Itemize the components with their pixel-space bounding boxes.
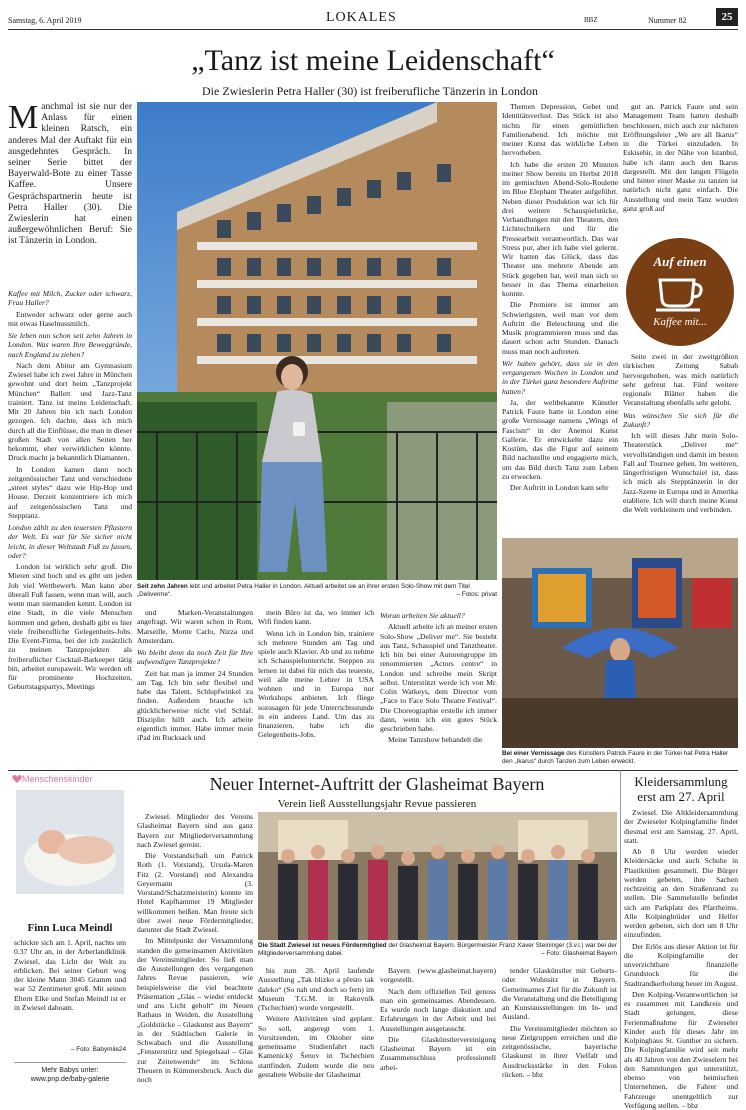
article-col-5	[623, 102, 738, 236]
paper-abbrev: BBZ	[584, 16, 598, 24]
glas-col-1	[137, 812, 253, 1090]
glas-col-3	[380, 966, 496, 1090]
baby-photo-art	[16, 790, 124, 894]
gallery-caption	[502, 750, 738, 768]
header-date: Samstag, 6. April 2019	[8, 16, 82, 25]
heart-icon	[12, 774, 22, 784]
baby-box	[8, 766, 132, 1090]
gallery-photo-art	[502, 538, 738, 748]
main-photo-caption	[137, 583, 497, 603]
text-paragraph: Nach dem Abitur am Gymnasium Zwiesel habe ich zwei Jahre in München gewohnt und dort beim „Tanzprojekt München“ Ballett und Jazz-Tanz trainiert. Tanz ist meine Leidenschaft. Mit 20 Jahren bin ich nach London gezogen. Ich dachte, dass ich mich durch all die Einflüsse, die man in dieser großen Stadt von allen Seiten her bekommt, eher verwirklichen könnte. Druck macht ja bekanntlich Diamanten.	[8, 360, 132, 463]
glas-caption-text: der Glasheimat Bayern. Bürgermeister Franz Xaver Steininger (3.v.l.) war bei der Mitgliederversammlung dabei.	[258, 942, 617, 957]
intro-paragraph	[8, 99, 132, 270]
baby-footer: Mehr Babys unter: www.pnp.de/baby-galerie	[30, 1067, 110, 1083]
text-paragraph: tender Glaskünstler mit Geburts- oder Wohnsitz in Bayern. Gemeinsames Ziel für die Zukunft ist die Veranstaltung und die Beteiligung an Kunstausstellungen im In- und Ausland.	[502, 966, 617, 1022]
main-subheadline: Die Zwieslerin Petra Haller (30) ist freiberufliche Tänzerin in London	[202, 84, 538, 98]
page-header	[8, 6, 738, 28]
article-col-4b	[380, 608, 497, 764]
text-paragraph: Ja, der weltbekannte Künstler Patrick Faure hatte in London eine große Vernissage namens „Wings of Fascism“ in der Anemoi Kunst Gallerie. Er entwickelte dazu ein Kostüm, das die Figur auf seinem Bild nachstellte und engagierte mich, um das Bild durch Tanz zum Leben zu erwecken.	[502, 397, 618, 481]
question-paragraph: Wir haben gehört, dass sie in den vergangenen Wochen in London und in der Türkei ganz besondere Auftritte hatten?	[502, 358, 618, 396]
text-paragraph: Im Mittelpunkt der Versammlung standen die gemeinsamen Aktivitäten der Vereinsmitglieder. So ließ man die Ausstellungen des vergangenen Jahres Revue passieren, wie beispielsweise die viel beachtete Präsentation „Glas – wieder entdeckt und ans Licht geholt“ im Neuen Rathaus in Weiden, die Ausstellung „Goldstücke – Glaskunst aus Bayern“ in der Städtischen Galerie in Schwabach und die Ausstellung „Fensterstürz und Spiegelsaal – Glas zur Zeitenwende“ im Schloss Theuern in Kümmersbruck. Auch die noch	[137, 936, 253, 1084]
glas-photo-caption	[258, 942, 617, 962]
text-paragraph: Der Auftritt in London kam sehr	[510, 483, 609, 492]
gallery-caption-text: des Künstlers Patrick Faure in der Türkei hat Petra Haller den „Ikarus“ durch Tanzen zum Leben erweckt.	[502, 750, 729, 765]
page-number: 25	[716, 8, 738, 26]
text-paragraph: Themen Depression, Gebet und Identitätsverlust. Das Stück ist also nichts für einen gemütlichen Familienabend. Ich möchte mit meiner Kunst das wirkliche Leben hervorheben.	[502, 102, 618, 158]
glas-photo-credit: – Foto: Glasheimat Bayern	[540, 950, 617, 957]
glas-col-4	[502, 966, 617, 1090]
text-paragraph: Die Glaskünstlervereinigung Glasheimat Bayern ist ein Zusammenschluss professionell arbei-	[380, 1034, 496, 1072]
issue-number: Nummer 82	[648, 16, 687, 25]
text-paragraph: In London kamen dann noch zeitgenössischer Tanz und verschiedene „street styles“ dazu wie Hip-Hop und House. Derzeit konzentriere ich mich auf zeitgenössischen Tanz und Stepptanz.	[8, 464, 132, 520]
question-paragraph: Wo bleibt denn da noch Zeit für Ihre aufwendigen Tanzprojekte?	[137, 648, 253, 667]
text-paragraph: gut an. Patrick Faure und sein Management Team hatten deshalb beschlossen, mich auch zur nächsten Eröffnungsfeier „We are all Ikarus“ in die Türkei einzuladen. In Eskisehir, in der Nähe von Istanbul, habe ich dann auch den Ikarus dargestellt. Mit den langen Flügeln und hinter einer Maske zu tanzen ist natürlich nicht ganz einfach. Die Ausstellung und mein Tanz wurden ganz groß auf	[623, 102, 738, 213]
text-paragraph: Zwiesel. Mitglieder des Vereins Glasheimat Bayern sind aus ganz Bayern zur Mitgliederversammlung nach Zwiesel gereist.	[137, 812, 253, 849]
baby-photo	[16, 790, 124, 894]
main-caption-bold: Seit zehn Jahren	[137, 583, 188, 590]
baby-rule	[14, 1062, 126, 1063]
article-col-4	[502, 102, 618, 532]
main-photo	[137, 102, 497, 580]
drop-cap: M	[8, 99, 39, 136]
text-paragraph: Ich habe die ersten 20 Minuten meiner Show bereits im Herbst 2018 im gemischten Abend-Solo-Roulette im Blue Elephant Theater aufgeführt. Neben dieser Produktion war ich für drei weitere Schauspielstücke, Verhandlungen mit den Theatern, den Lichttechnikern und für die Pressearbeit verantwortlich. Das war Stress pur, aber ich habe viel gelernt. Wir hatten das Glück, dass das Theater uns mehrere Abende am Stück gegeben hat, weil man sich so besser in das Thema einarbeiten konnte.	[502, 159, 618, 298]
question-paragraph: Was wünschen Sie sich für die Zukunft?	[623, 410, 738, 429]
coffee-badge	[626, 238, 734, 346]
badge-line-1: Auf einen	[653, 254, 707, 269]
baby-credit: – Foto: Babymile24	[70, 1046, 126, 1053]
text-paragraph: und Marken-Veranstaltungen angefragt. Wir waren schon in Rom, Marseille, Monte Carlo, Nizza und Amsterdam.	[137, 608, 253, 645]
gallery-caption-bold: Bei einer Vernissage	[502, 750, 565, 757]
text-paragraph: Ich will dieses Jahr mein Solo-Theaterstück „Deliver me“ vervollständigen und damit im besten Fall auf Tournee gehen. Im weiteren, längerfristigen Wunschziel ist, dass ich mich als Stepptänzerin in der Jazz-Szene in Europa und in Amerika etabliere. Ich will durch meine Kunst die Welt verkleinern und verbinden.	[623, 431, 738, 514]
gallery-photo	[502, 538, 738, 748]
text-paragraph: mein Büro ist da, wo immer ich Wifi finden kann.	[258, 608, 374, 627]
main-photo-credit: – Fotos: privat	[456, 591, 497, 598]
text-paragraph: Die Vereinsmitglieder möchten so neue Zielgruppen erreichen und die zeitgenössische, bayerische Glaskunst in ihrer Vielfalt und Ausdrucksstärke in den Fokus rücken. – bbz	[502, 1023, 617, 1079]
question-paragraph: Kaffee mit Milch, Zucker oder schwarz, Frau Haller?	[8, 289, 132, 308]
section-title: LOKALES	[326, 10, 397, 25]
text-paragraph: Bayern (www.glasheimat.bayern) vorgestellt.	[380, 966, 496, 985]
text-paragraph: Aktuell arbeite ich an meiner ersten Solo-Show „Deliver me“. Sie besteht aus Tanz, Schauspiel und Tanztheater. Ich bin bei einer Autorengruppe im renommierten „Actors centre“ in London und schreibe mein Skript selbst. Unterstützt werde ich von Mr. Colin Watkeys, dem Director vom „Face to Face Solo Theatre Festival“. Die Choreographie erstelle ich immer dann, wenn ich ein gutes Stück geschrieben habe.	[380, 622, 497, 733]
text-paragraph: London ist wirklich sehr groß. Die Mieten sind hoch und es gibt um jeden Job viel Wettbewerb. Man kann aber überall Fuß fassen, wenn man will, auch wenn man niemanden kennt. London ist eine Stadt, in die viele Menschen kommen und gehen, deshalb gibt es hier viele freiberufliche Gelegenheits-Jobs. Die Event-Firma, bei der ich zusätzlich zu meinen Tanzprojekten als freiberuflicher Cocktail-Barkeeper tätig bin, arbeitet europaweit. Wir werden oft für prominente Hochzeiten, Geburtstagspartys, Meetings	[8, 562, 132, 692]
question-paragraph: London zählt zu den teuersten Pflastern der Welt. Es war für Sie sicher nicht leicht, in dieser Weltstadt Fuß zu fassen, oder?	[8, 523, 132, 560]
kleider-divider	[620, 770, 621, 1092]
text-paragraph: Die Premiere ist immer am Schwierigsten, weil man vor dem Auftritt die Beleuchtung und die Musik programmieren muss und das dauert schon acht Stunden. Danach muss man noch auftreten.	[502, 300, 618, 356]
london-photo-art	[137, 102, 497, 580]
baby-logo: Menschenskinder	[22, 774, 93, 784]
text-paragraph: Der Erlös aus dieser Aktion ist für die Kolpingfamilie der unverzichtbare finanzielle Grundstock für die Stadtrandkerholung heuer im August.	[624, 941, 738, 988]
glas-col-2	[258, 966, 374, 1090]
text-paragraph: Ab 8 Uhr werden wieder Kleidersäcke und auch Schuhe in Plastiktüten gesammelt. Die Bürger werden gebeten, ihre Sachen rechtzeitig an den Straßenrand zu stellen. Die Sammelstelle befindet sich am Parkplatz des Pfarrheims. Alle Kolpingbrüder und Helfer werden gebeten, sich dort um 8 Uhr einzufinden.	[624, 847, 738, 940]
text-paragraph: Zeit hat man ja immer 24 Stunden am Tag. Ich bin sehr flexibel und habe das Talent, Schlupfwinkel zu finden. Außerdem brauche ich glücklicherweise nicht viel Schlaf. Disziplin hilft auch. Ich arbeite eigentlich immer. Habe immer mein iPad im Rucksack und	[137, 668, 253, 743]
article-col-3	[258, 608, 374, 764]
text-paragraph: Weitere Aktivitäten sind geplant. So soll, angeregt vom 1. Vorsitzenden, im Oktober eine gemeinsame Studienfahrt nach Kamenický Šenov in Tschechien stattfinden. Zudem wurde die neu gestaltete Website der Glasheimat	[258, 1014, 374, 1079]
badge-line-2: Kaffee mit...	[653, 316, 707, 328]
text-paragraph: Meine Tanzshow behandelt die	[388, 735, 483, 745]
main-caption-text: lebt und arbeitet Petra Haller in London. Aktuell arbeitet sie an ihrer ersten Solo-Show mit dem Titel „Deliverme“.	[137, 583, 470, 598]
article-col-2	[137, 608, 253, 764]
intro-text: anchmal ist sie nur der Anlass für einen kleinen Ratsch, ein anderes Mal der Auftakt für ein ausgedehntes Gespräch. In seiner Serie bittet der Bayerwald-Bote zu einer Tasse Kaffee. Unsere Gesprächspartnerin heute ist Petra Haller (30). Die Zwieslerin hat einen außergewöhnlichen Beruf: Sie ist Tänzerin in London.	[8, 102, 132, 247]
glas-photo	[258, 812, 617, 940]
text-paragraph: Seite zwei in der zweitgrößten türkischen Zeitung Sabah hervorgehoben, was mich natürlich sehr gefreut hat. Fünf weitere regionale Blätter haben die Veranstaltung ebenfalls sehr gelobt.	[623, 352, 738, 408]
article-col-1	[8, 286, 132, 764]
baby-text: schickte sich am 1. April, nachts um 0.37 Uhr an, in der Arberlandklinik Zwiesel, das Licht der Welt zu erblicken. Bei seiner Geburt wog der kleine Mann 3045 Gramm und war 52 Zentimeter groß. Mit seinen Eltern Elke und Stefan Meindl ist er in Zwiesel dahoam.	[14, 938, 126, 1012]
kleider-headline: Kleidersammlung erst am 27. April	[634, 774, 728, 804]
group-photo-art	[258, 812, 617, 940]
text-paragraph: Den Kolping-Verantwortlichen ist es zusammen mit Landkreis und Stadt gelungen, diese Ferienmaßnahme für Zwieseler Kinder auch für dieses Jahr im Kolpinghaus St. Gunther zu sichern. Die Kolpingfamilie wird seit mehr als 40 Jahren von den Zwieselern bei den Sammlungen gut unterstützt, ebenso von heimischen Unternehmen, die Fahrer und Fahrzeuge unentgeltlich zur Verfügung stellen. – bbz	[624, 989, 738, 1110]
baby-name: Finn Luca Meindl	[27, 922, 113, 934]
article-col-5b	[623, 352, 738, 532]
question-paragraph: Woran arbeiten Sie aktuell?	[380, 611, 465, 620]
text-paragraph: Die Vorstandschaft um Patrick Roth (1. Vorstand), Ursula-Maren Fitz (2. Vorstand) und Alexandra Geyermann (3. Vorstand/Schatzmeisterin) konnte im Hotel Kapfhammer 19 Mitglieder willkommen heißen. Man freute sich über zwei neue Fördermitglieder, darunter die Stadt Zwiesel.	[137, 851, 253, 934]
question-paragraph: Sie leben nun schon seit zehn Jahren in London. Was waren Ihre Beweggründe, nach England zu ziehen?	[8, 331, 132, 359]
header-rule	[8, 29, 738, 30]
glas-caption-bold: Die Stadt Zwiesel ist neues Fördermitglied	[258, 942, 387, 949]
kleider-text	[624, 808, 738, 1110]
main-headline: „Tanz ist meine Leidenschaft“	[191, 44, 555, 77]
glas-headline: Neuer Internet-Auftritt der Glasheimat Bayern	[209, 774, 545, 794]
text-paragraph: Entweder schwarz oder gerne auch mit etwas Haselnussmilch.	[8, 309, 132, 328]
text-paragraph: Zwiesel. Die Altkleidersammlung der Zwieseler Kolpingfamilie findet diesmal erst am Samstag, 27. April, statt.	[624, 808, 738, 845]
glas-subheadline: Verein ließ Ausstellungsjahr Revue passieren	[277, 798, 477, 810]
text-paragraph: bis zum 28. April laufende Ausstellung „Tak blizko a přesto tak daleko“ (So nah und doch so fern) im Museum T.G.M. in Rakovník (Tschechien) wurde vorgestellt.	[258, 966, 374, 1012]
text-paragraph: Nach dem offiziellen Teil genoss man ein gemeinsames Abendessen. Es wurde noch lange diskutiert und Erfahrungen in der Arbeit und bei Ausstellungen ausgetauscht.	[380, 986, 496, 1033]
coffee-cup-icon	[654, 276, 706, 312]
text-paragraph: Wenn ich in London bin, trainiere ich mehrere Stunden am Tag und spiele auch Klavier. Ab und zu nehme ich Schauspielunterricht. Steppen zu lernen ist dabei für mich das teuerste, weil alle meine Lehrer in USA wohnen und in Europa nur Workshops anbieten. Ich fliege sozusagen für jede Unterrichtsstunde in ein anderes Land. Um das zu finanzieren, habe ich die Gelegenheits-Jobs.	[258, 628, 374, 740]
